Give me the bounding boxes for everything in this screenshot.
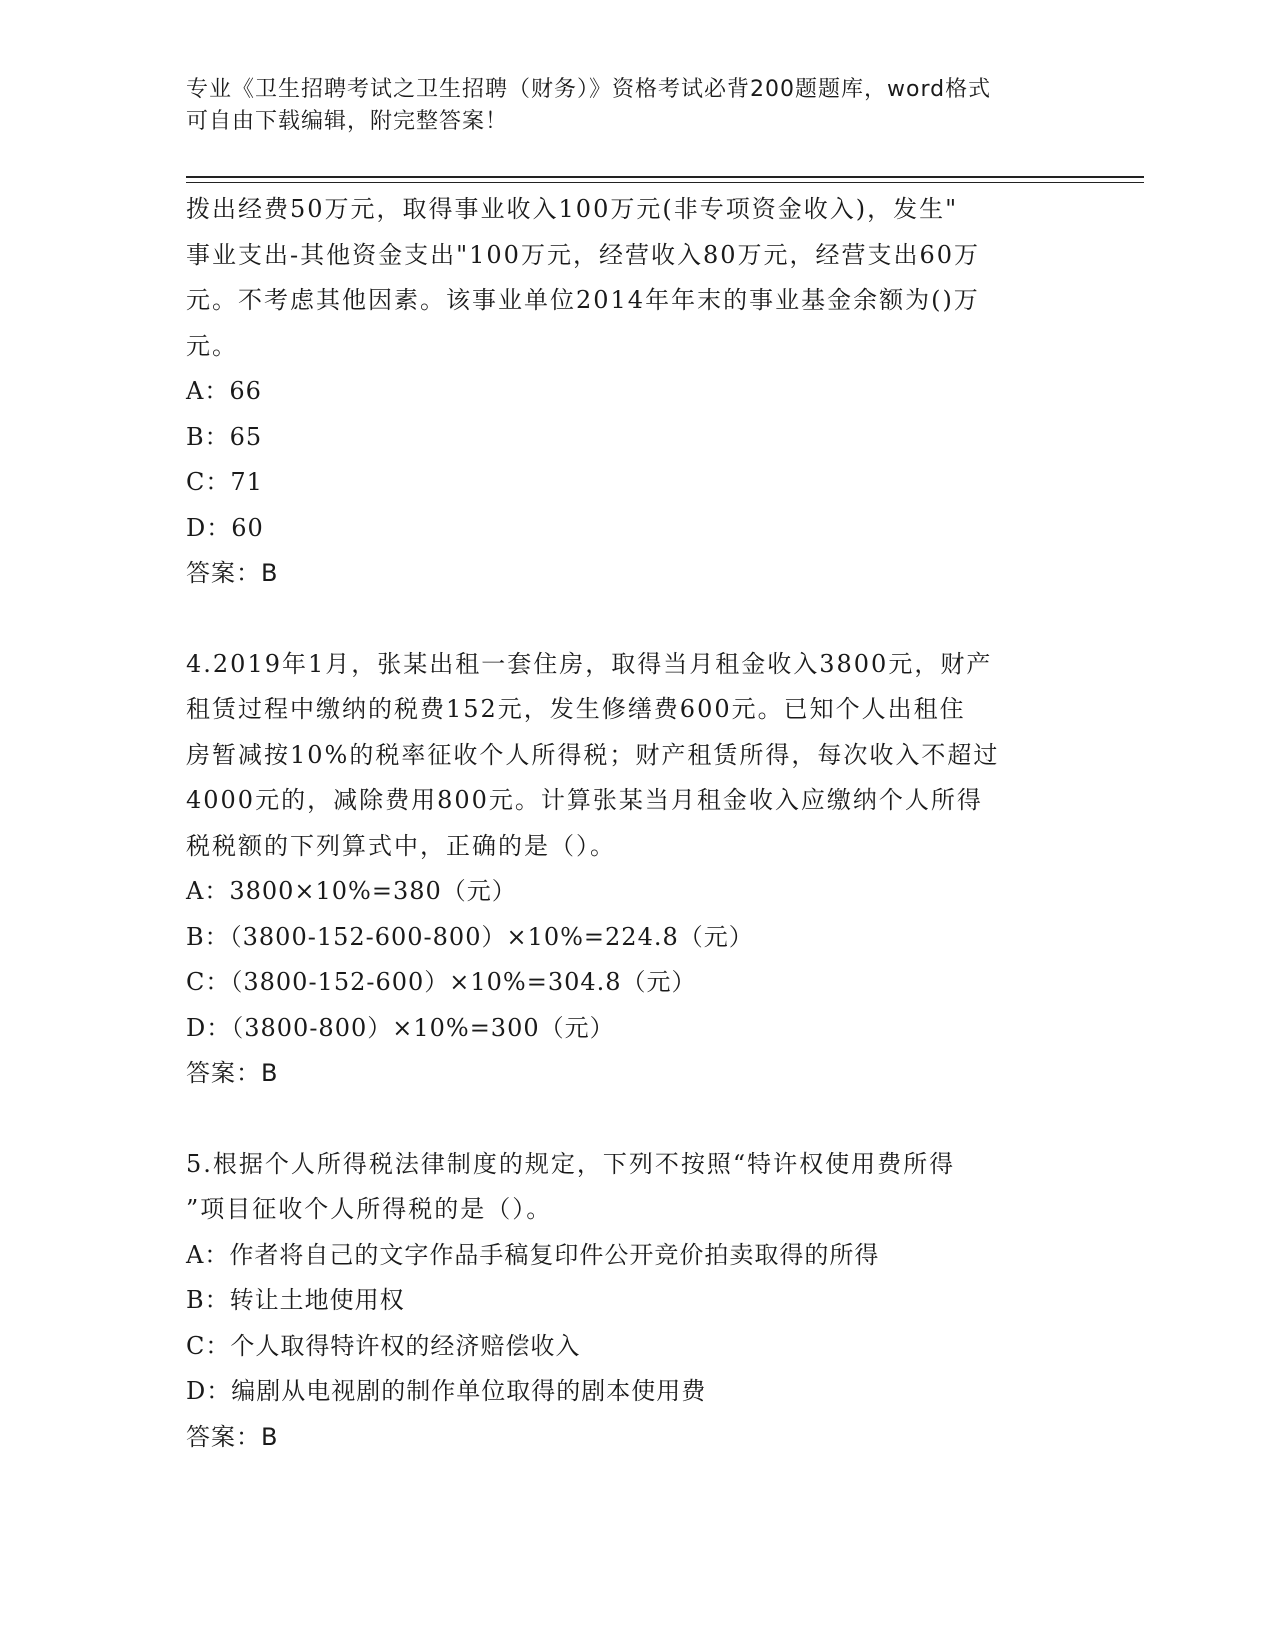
answer-line: 答案：B [186, 559, 279, 587]
answer-line: 答案：B [186, 1059, 279, 1087]
option-a: A：作者将自己的文字作品手稿复印件公开竞价拍卖取得的所得 [186, 1240, 880, 1269]
question-spacer [186, 1097, 1086, 1142]
question-text-line: 4.2019年1月，张某出租一套住房，取得当月租金收入3800元，财产 [186, 649, 993, 678]
question-5 [186, 1142, 1086, 1461]
question-text-line: ”项目征收个人所得税的是（）。 [186, 1195, 553, 1223]
option-c: C：（3800-152-600）×10%=304.8（元） [186, 968, 697, 996]
document-header [186, 74, 1086, 138]
header-divider-thin [186, 182, 1144, 183]
question-text-line: 4000元的，减除费用800元。计算张某当月租金收入应缴纳个人所得 [186, 786, 983, 814]
question-text-line: 税税额的下列算式中，正确的是（）。 [186, 831, 616, 860]
option-a: A：3800×10%=380（元） [186, 877, 517, 905]
question-4 [186, 642, 1086, 1097]
question-text-line: 元。不考虑其他因素。该事业单位2014年年末的事业基金余额为()万 [186, 286, 980, 314]
option-b: B：65 [186, 422, 263, 451]
header-divider-thick [186, 176, 1144, 178]
question-spacer [186, 597, 1086, 642]
question-text-line: 拨出经费50万元，取得事业收入100万元(非专项资金收入)，发生" [186, 195, 959, 223]
option-d: D：编剧从电视剧的制作单位取得的剧本使用费 [186, 1377, 707, 1405]
question-text-line: 房暂减按10%的税率征收个人所得税；财产租赁所得，每次收入不超过 [186, 740, 1000, 769]
option-c: C：71 [186, 468, 263, 496]
question-text-line: 租赁过程中缴纳的税费152元，发生修缮费600元。已知个人出租住 [186, 695, 966, 723]
option-b: B：（3800-152-600-800）×10%=224.8（元） [186, 922, 754, 951]
question-text-line: 事业支出-其他资金支出"100万元，经营收入80万元，经营支出60万 [186, 240, 981, 269]
option-b: B：转让土地使用权 [186, 1286, 405, 1314]
option-a: A：66 [186, 377, 262, 405]
question-3 [186, 187, 1086, 597]
option-d: D：60 [186, 513, 264, 542]
header-title-line-1: 专业《卫生招聘考试之卫生招聘（财务）》资格考试必背200题题库，word格式 [186, 77, 992, 102]
header-title-line-2: 可自由下载编辑，附完整答案！ [186, 109, 509, 134]
answer-line: 答案：B [186, 1422, 279, 1451]
document-body [186, 187, 1086, 1460]
question-text-line: 5.根据个人所得税法律制度的规定，下列不按照“特许权使用费所得 [186, 1149, 956, 1178]
option-d: D：（3800-800）×10%=300（元） [186, 1013, 615, 1042]
option-c: C：个人取得特许权的经济赔偿收入 [186, 1331, 581, 1360]
question-text-line: 元。 [186, 331, 238, 360]
